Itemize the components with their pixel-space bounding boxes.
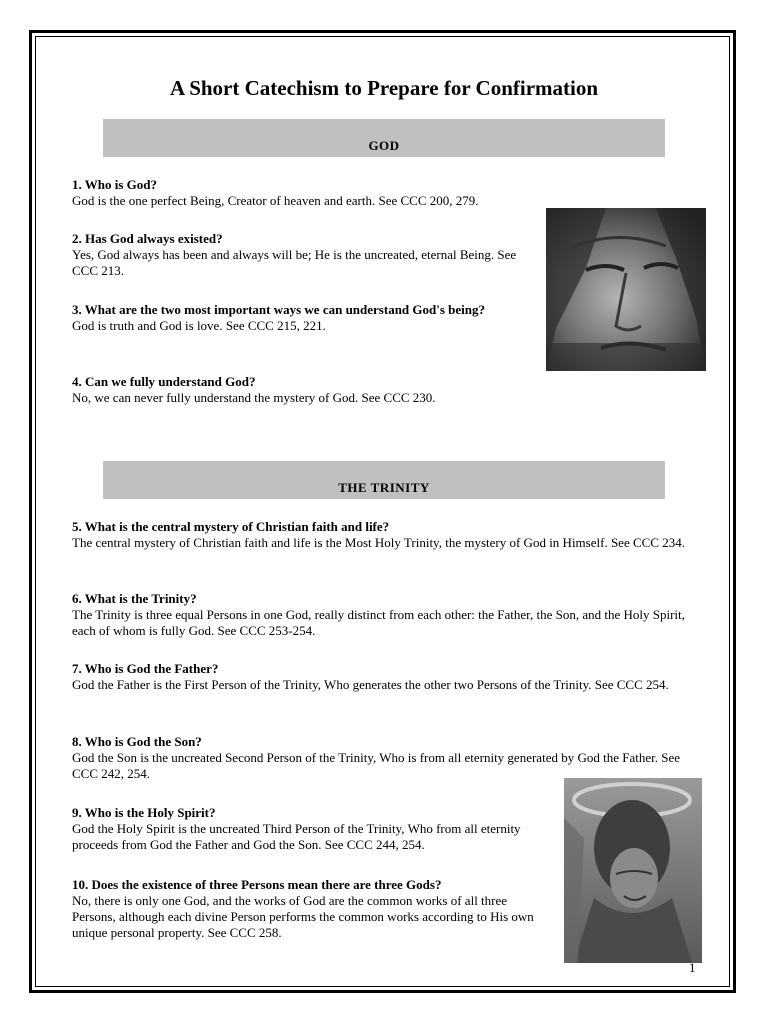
answer: No, there is only one God, and the works of God are the common works of all three Persons, although each divine Person performs the common works according to His own unique personal property. See CCC 258.	[72, 893, 538, 940]
question: 8. Who is God the Son?	[72, 734, 202, 749]
qa-item-2	[72, 231, 532, 279]
question: 3. What are the two most important ways we can understand God's being?	[72, 302, 486, 317]
qa-item-7	[72, 661, 702, 693]
section-header-god	[103, 119, 665, 157]
qa-item-8	[72, 734, 702, 782]
qa-item-5	[72, 519, 702, 551]
document-title: A Short Catechism to Prepare for Confirmation	[169, 76, 599, 100]
qa-item-1	[72, 177, 552, 209]
answer: God is truth and God is love. See CCC 215, 221.	[72, 318, 326, 333]
face-portrait-image	[546, 208, 706, 371]
answer: God the Son is the uncreated Second Person of the Trinity, Who is from all eternity generated by God the Father. See CCC 242, 254.	[72, 750, 680, 781]
section-heading: THE TRINITY	[338, 480, 430, 495]
question: 2. Has God always existed?	[72, 231, 223, 246]
answer: God the Holy Spirit is the uncreated Third Person of the Trinity, Who from all eternity proceeds from God the Father and God the Son. See CCC 244, 254.	[72, 821, 521, 852]
qa-item-6	[72, 591, 702, 639]
question: 4. Can we fully understand God?	[72, 374, 256, 389]
question: 5. What is the central mystery of Christian faith and life?	[72, 519, 390, 534]
question: 1. Who is God?	[72, 177, 158, 192]
answer: No, we can never fully understand the mystery of God. See CCC 230.	[72, 390, 436, 405]
qa-item-3	[72, 302, 532, 334]
question: 10. Does the existence of three Persons mean there are three Gods?	[72, 877, 442, 892]
answer: The Trinity is three equal Persons in one God, really distinct from each other: the Father, the Son, and the Holy Spirit, each of whom is fully God. See CCC 253-254.	[72, 607, 685, 638]
section-header-trinity	[103, 461, 665, 499]
qa-item-4	[72, 374, 552, 406]
question: 6. What is the Trinity?	[72, 591, 197, 606]
question: 9. Who is the Holy Spirit?	[72, 805, 216, 820]
answer: Yes, God always has been and always will be; He is the uncreated, eternal Being. See CCC 213.	[72, 247, 517, 278]
answer: The central mystery of Christian faith and life is the Most Holy Trinity, the mystery of God in Himself. See CCC 234.	[72, 535, 685, 550]
answer: God the Father is the First Person of the Trinity, Who generates the other two Persons of the Trinity. See CCC 254.	[72, 677, 669, 692]
section-heading: GOD	[368, 138, 400, 153]
page-number: 1	[689, 960, 696, 975]
answer: God is the one perfect Being, Creator of heaven and earth. See CCC 200, 279.	[72, 193, 479, 208]
qa-item-10	[72, 877, 550, 941]
bowed-head-portrait-image	[564, 778, 702, 963]
qa-item-9	[72, 805, 550, 853]
question: 7. Who is God the Father?	[72, 661, 219, 676]
